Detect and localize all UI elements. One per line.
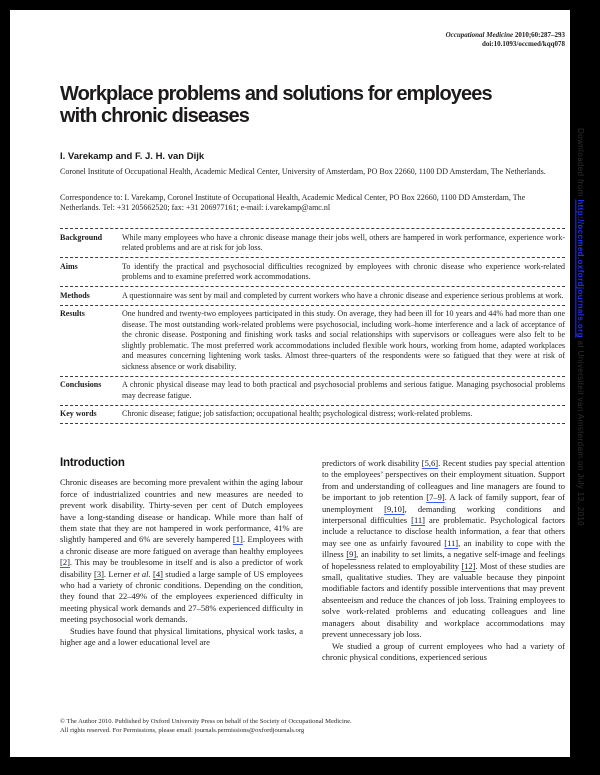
- abstract-row-methods: [60, 286, 565, 305]
- abstract-row-conclusions: [60, 376, 565, 405]
- citation-link[interactable]: [9,10]: [384, 503, 405, 514]
- journal-volume-pages: 2010;60:287–293: [513, 31, 565, 39]
- citation-link[interactable]: [11]: [444, 537, 459, 548]
- abstract-text: While many employees who have a chronic disease manage their jobs well, others are hampered in work performance, experience work-related problems and are at risk for job loss.: [122, 232, 565, 252]
- citation-link[interactable]: [12]: [461, 560, 476, 571]
- body-column-right: [322, 458, 565, 663]
- abstract-label: Conclusions: [60, 380, 102, 389]
- citation-link[interactable]: [9]: [346, 549, 357, 560]
- citation-link[interactable]: [2]: [60, 557, 70, 568]
- affiliation-text: Coronel Institute of Occupational Health, Academic Medical Center, University of Amsterdam, PO Box 22660, 1100 DD Amsterdam, The Netherlands.: [60, 167, 546, 176]
- abstract-text: One hundred and twenty-two employees participated in this study. On average, they had been ill for 10 years and 44% had more than one disease. The most outstanding work-related problems were psychosocial, including work–home interference and a lack of acceptance of the chronic disease. Postponing and finishing work tasks and social relationships with supervisors or colleagues were also felt to be slightly problematic. The most preferred work accommodations included flexible work hours, working from home, adapted workplaces and measures concerning lightening work tasks. Almost three-quarters of the respondents were so fatigued that they were at risk of sickness absence or work disability.: [122, 309, 565, 371]
- journal-citation: [446, 31, 565, 40]
- citation-link[interactable]: [1]: [232, 534, 243, 545]
- copyright-footer: [60, 718, 565, 735]
- article-title: [60, 83, 560, 127]
- abstract-label: Methods: [60, 290, 90, 300]
- article-title-line1: Workplace problems and solutions for employees: [60, 83, 492, 105]
- journal-citation-block: [446, 31, 565, 49]
- doi-text: doi:10.1093/occmed/kqq078: [481, 40, 565, 48]
- journal-url-link[interactable]: http://occmed.oxfordjournals.org: [576, 199, 585, 338]
- body-paragraph: predictors of work disability [5,6]. Recent studies pay special attention to the employees’ perspectives on their employment situation. Support from and understanding of colleagues and line managers are found to be important to job retention [7–9]. A lack of family support, fear of unemployment [9,10], demanding working conditions and interpersonal difficulties [11] are problematic. Psychological factors include a reluctance to disclose health information, a fear that others may see one as unfairly favoured [11], an inability to cope with the illness [9], an inability to set limits, a negative self-image and feelings of hopelessness related to employability [12]. Most of these studies are small, qualitative studies. They are valuable because they pinpoint modifiable factors and identify possible interventions that may prevent absenteeism and reduce the chances of job loss. Training employees to solve work-related problems and educating colleagues and line managers about disability and workplace accommodations may prevent unnecessary job loss.: [322, 458, 565, 640]
- abstract-row-background: [60, 228, 565, 257]
- abstract-text: Chronic disease; fatigue; job satisfaction; occupational health; psychological distress; work-related problems.: [122, 409, 473, 418]
- abstract-text: A chronic physical disease may lead to both practical and psychosocial problems and serious fatigue. Managing psychosocial problems may decrease fatigue.: [122, 380, 565, 400]
- correspondence-text: Correspondence to: I. Varekamp, Coronel Institute of Occupational Health, Academic Medical Center, PO Box 22660, 1100 DD Amsterdam, The Netherlands. Tel: +31 205662520; fax: +31 206977161; e-mail: i.varekamp@amc.nl: [60, 193, 526, 212]
- copyright-line2: All rights reserved. For Permissions, please email: journals.permissions@oxfordjournals.org: [60, 726, 305, 734]
- authors-line: I. Varekamp and F. J. H. van Dijk: [60, 151, 205, 162]
- citation-link[interactable]: [5,6]: [421, 458, 439, 468]
- abstract-row-results: [60, 305, 565, 376]
- copyright-line1: © The Author 2010. Published by Oxford University Press on behalf of the Society of Occupational Medicine.: [60, 718, 352, 725]
- body-column-left: [60, 458, 303, 649]
- journal-name: Occupational Medicine: [445, 31, 514, 39]
- body-paragraph: Chronic diseases are becoming more prevalent within the aging labour force of industrialized countries and new measures are needed to prevent work disability. Thirty-seven per cent of Dutch employees have a long-standing disease or handicap. While more than half of them state that they are not hampered in work performance, 41% are slightly hampered and 6% are severely hampered [1]. Employees with a chronic disease are more fatigued on average than healthy employees [2]. This may be troublesome in itself and is also a predictor of work disability [3]. Lerner et al. [4] studied a large sample of US employees who had a variety of chronic conditions. Depending on the condition, they found that 22–49% of the employees experienced difficulty in meeting physical work demands and 27–58% experienced difficulty in meeting psychosocial work demands.: [60, 477, 303, 625]
- abstract-label: Key words: [60, 409, 97, 418]
- citation-link[interactable]: [3]: [94, 568, 104, 579]
- download-watermark: [576, 128, 585, 668]
- download-suffix-text: at Universiteit van Amsterdam on July 13, 2010: [576, 337, 585, 527]
- introduction-heading: Introduction: [60, 457, 125, 469]
- citation-link[interactable]: [7–9]: [426, 492, 445, 503]
- structured-abstract: [60, 228, 565, 424]
- abstract-row-keywords: [60, 405, 565, 425]
- abstract-row-aims: [60, 257, 565, 286]
- citation-link[interactable]: [4]: [153, 568, 163, 579]
- citation-link[interactable]: [11]: [411, 515, 425, 526]
- article-title-line2: with chronic diseases: [60, 105, 249, 127]
- abstract-label: Background: [60, 232, 103, 242]
- abstract-label: Results: [60, 309, 85, 318]
- download-prefix-text: Downloaded from: [576, 128, 585, 200]
- article-page: [10, 10, 570, 757]
- abstract-text: A questionnaire was sent by mail and completed by current workers who have a chronic disease and experience serious problems at work.: [122, 290, 564, 300]
- abstract-label: Aims: [60, 261, 78, 271]
- body-paragraph: Studies have found that physical limitations, physical work tasks, a higher age and a lower educational level are: [60, 625, 303, 648]
- abstract-text: To identify the practical and psychosocial difficulties recognized by employees with chronic disease who experience work-related problems and to examine preferred work accommodations.: [122, 261, 565, 281]
- body-paragraph: We studied a group of current employees who had a variety of chronic physical conditions, experienced serious: [322, 640, 565, 662]
